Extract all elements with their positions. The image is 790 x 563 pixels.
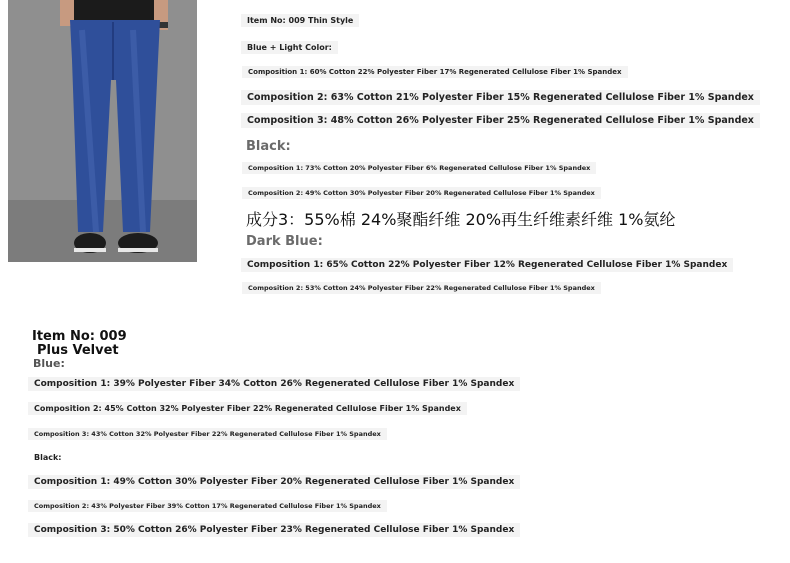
velvet-item-subtitle: Plus Velvet: [37, 343, 119, 358]
velvet-blue-comp-1: Composition 1: 39% Polyester Fiber 34% Cotton 26% Regenerated Cellulose Fiber 1% Spandex: [28, 377, 520, 391]
velvet-black-heading: Black:: [34, 453, 62, 462]
thin-dark-blue-comp-1: Composition 1: 65% Cotton 22% Polyester Fiber 12% Regenerated Cellulose Fiber 1% Spandex: [241, 258, 733, 272]
thin-blue-light-comp-2: Composition 2: 63% Cotton 21% Polyester Fiber 15% Regenerated Cellulose Fiber 1% Spandex: [241, 90, 760, 105]
thin-black-comp-3-cn: 成分3：55%棉 24%聚酯纤维 20%再生纤维素纤维 1%氨纶: [246, 210, 676, 229]
thin-blue-light-comp-1: Composition 1: 60% Cotton 22% Polyester Fiber 17% Regenerated Cellulose Fiber 1% Spandex: [242, 66, 628, 78]
velvet-black-comp-3: Composition 3: 50% Cotton 26% Polyester Fiber 23% Regenerated Cellulose Fiber 1% Spandex: [28, 523, 520, 537]
velvet-blue-comp-2: Composition 2: 45% Cotton 32% Polyester Fiber 22% Regenerated Cellulose Fiber 1% Spandex: [28, 402, 467, 415]
velvet-blue-heading: Blue:: [33, 357, 65, 370]
thin-black-comp-2: Composition 2: 49% Cotton 30% Polyester Fiber 20% Regenerated Cellulose Fiber 1% Spandex: [242, 187, 601, 199]
velvet-blue-comp-3: Composition 3: 43% Cotton 32% Polyester Fiber 22% Regenerated Cellulose Fiber 1% Spandex: [28, 428, 387, 440]
jeans-photo: [8, 0, 197, 262]
thin-blue-light-comp-3: Composition 3: 48% Cotton 26% Polyester Fiber 25% Regenerated Cellulose Fiber 1% Spandex: [241, 113, 760, 128]
velvet-black-comp-1: Composition 1: 49% Cotton 30% Polyester Fiber 20% Regenerated Cellulose Fiber 1% Spandex: [28, 475, 520, 489]
thin-dark-blue-heading: Dark Blue:: [246, 234, 323, 249]
thin-dark-blue-comp-2: Composition 2: 53% Cotton 24% Polyester Fiber 22% Regenerated Cellulose Fiber 1% Spandex: [242, 282, 601, 294]
thin-black-heading: Black:: [246, 139, 291, 154]
velvet-black-comp-2: Composition 2: 43% Polyester Fiber 39% Cotton 17% Regenerated Cellulose Fiber 1% Spandex: [28, 500, 387, 512]
velvet-item-title: Item No: 009: [32, 329, 127, 344]
thin-item-title: Item No: 009 Thin Style: [241, 14, 359, 27]
thin-black-comp-1: Composition 1: 73% Cotton 20% Polyester Fiber 6% Regenerated Cellulose Fiber 1% Spandex: [242, 162, 596, 174]
thin-blue-light-heading: Blue + Light Color:: [241, 41, 338, 54]
